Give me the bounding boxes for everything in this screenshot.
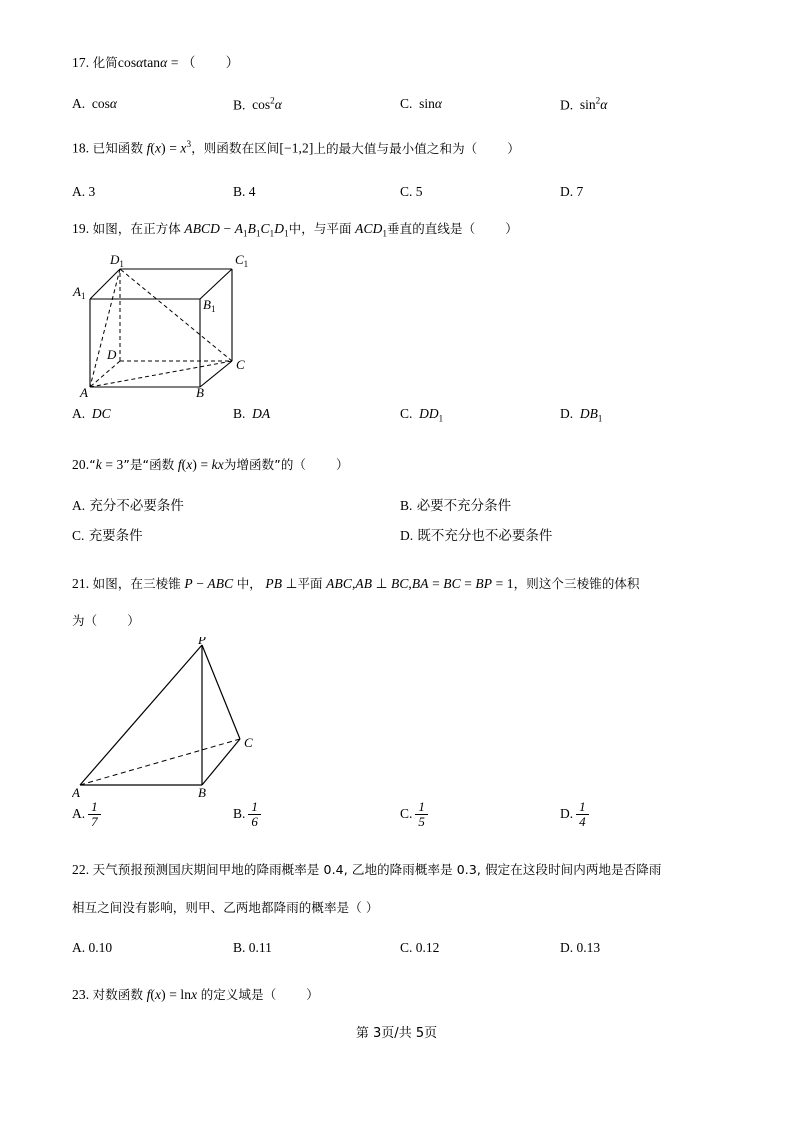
question-17-option-c[interactable]: C. sinα bbox=[400, 95, 442, 111]
question-21-stem-cn-3: 平面 bbox=[297, 576, 323, 592]
question-20-option-c[interactable]: C. 充要条件 bbox=[72, 528, 143, 545]
question-21-stem-cn-2: 中， bbox=[236, 576, 262, 592]
question-22-option-d[interactable]: D. 0.13 bbox=[560, 940, 601, 956]
tetrahedron-figure bbox=[72, 637, 724, 797]
tetra-label-B: B bbox=[198, 785, 206, 798]
cube-label-B1: $B_1$ bbox=[203, 296, 216, 314]
question-21-stem-cn-4: ，则这个三棱锥的体积 bbox=[513, 576, 640, 592]
question-17-stem-math: cosαtanα = （ ） bbox=[117, 55, 240, 70]
question-22-option-a[interactable]: A. 0.10 bbox=[72, 940, 113, 956]
cube-label-C1: $C_1$ bbox=[235, 251, 249, 269]
question-22-option-c[interactable]: C. 0.12 bbox=[400, 940, 440, 956]
question-18-stem-cn-1: 已知函数 bbox=[92, 140, 144, 156]
tetra-label-A: A bbox=[72, 785, 80, 798]
question-21-stem-line2: 为（ ） bbox=[72, 612, 140, 628]
question-22-number: 22. bbox=[72, 862, 90, 878]
page-footer: 第 3页/共 5页 bbox=[355, 1026, 438, 1041]
question-19-option-d[interactable]: D. $DB_1$ bbox=[560, 405, 603, 424]
question-18-option-d[interactable]: D. 7 bbox=[560, 184, 584, 199]
question-20-options-row2 bbox=[72, 529, 724, 549]
question-21-math-1: P bbox=[184, 576, 193, 592]
question-21-math-2: PB bbox=[265, 576, 283, 592]
question-19-math-2: ACD bbox=[355, 221, 383, 236]
question-22-options bbox=[72, 941, 724, 961]
question-17-option-b[interactable]: B. $\cos^2\alpha$ bbox=[233, 95, 282, 112]
question-20-math-2: f bbox=[177, 456, 182, 472]
question-19-option-c[interactable]: C. $DD_1$ bbox=[400, 405, 444, 424]
cube-label-D: D bbox=[107, 346, 117, 362]
cube-figure bbox=[72, 247, 724, 397]
question-17-stem bbox=[72, 56, 724, 70]
question-18-option-a[interactable]: A. 3 bbox=[72, 184, 96, 199]
question-22-stem-line1 bbox=[72, 863, 724, 877]
cube-label-C: C bbox=[236, 356, 245, 372]
question-23-math-1: f bbox=[146, 987, 151, 1003]
question-18-option-c[interactable]: C. 5 bbox=[400, 184, 423, 199]
question-21-option-c[interactable]: C. $\frac{1}{5}$ bbox=[400, 801, 428, 829]
tetra-label-C: C bbox=[244, 735, 253, 751]
question-18-number: 18. bbox=[72, 140, 90, 156]
question-17-option-a[interactable]: A. cosα bbox=[72, 95, 117, 111]
question-18-stem-cn-2: ，则函数在区间 bbox=[191, 140, 280, 156]
question-18-options bbox=[72, 185, 724, 205]
question-22 bbox=[72, 863, 724, 961]
question-18-stem: 18. 已知函数 $f(x) = x^3$，则函数在区间[−1,2]上的最大值与最小值之和为（ ） bbox=[72, 139, 520, 156]
question-21-stem-line1: 21. 如图，在三棱锥 P − ABC 中， PB ⊥平面 ABC,AB ⊥ BC,BA = BC = BP = 1，则这个三棱锥的体积 bbox=[72, 576, 640, 592]
question-19-options bbox=[72, 407, 724, 427]
cube-label-B: B bbox=[196, 384, 204, 397]
question-18-stem-cn-3: 上的最大值与最小值之和为（ ） bbox=[313, 140, 520, 156]
tetra-label-P: P bbox=[198, 637, 206, 648]
question-23 bbox=[72, 988, 724, 1002]
question-22-stem-text-1: 天气预报预测国庆期间甲地的降雨概率是 0.4, 乙地的降雨概率是 0.3, 假定在这段时间内两地是否降雨 bbox=[92, 862, 662, 878]
question-17-stem-cn: 化简 bbox=[92, 55, 118, 70]
question-21 bbox=[72, 577, 724, 835]
question-20-option-d[interactable]: D. 既不充分也不必要条件 bbox=[400, 528, 553, 545]
question-21-option-b[interactable]: B. $\frac{1}{6}$ bbox=[233, 801, 261, 829]
question-20-stem-cn-3: 为增函数”的（ ） bbox=[223, 456, 349, 472]
question-20-option-a[interactable]: A. 充分不必要条件 bbox=[72, 498, 184, 515]
question-21-math-3: ABC bbox=[326, 576, 352, 592]
question-17-options bbox=[72, 97, 724, 117]
cube-label-A: A bbox=[80, 384, 88, 397]
question-19-stem-cn-3: 垂直的直线是（ ） bbox=[387, 221, 518, 236]
question-19-option-a[interactable]: A. DC bbox=[72, 405, 111, 421]
question-23-number: 23. bbox=[72, 987, 90, 1003]
question-21-stem-cn-1: 如图，在三棱锥 bbox=[92, 576, 181, 592]
question-21-number: 21. bbox=[72, 576, 90, 592]
question-19-stem-cn-1: 如图，在正方体 bbox=[92, 221, 181, 236]
question-20-option-b[interactable]: B. 必要不充分条件 bbox=[400, 498, 512, 515]
question-18-math-1: f bbox=[146, 140, 151, 156]
question-20-options-row1 bbox=[72, 499, 724, 519]
question-20-number: 20. bbox=[72, 456, 90, 472]
question-21-option-d[interactable]: D. $\frac{1}{4}$ bbox=[560, 801, 589, 829]
question-18 bbox=[72, 139, 724, 199]
question-17-number: 17. bbox=[72, 55, 90, 70]
question-19 bbox=[72, 222, 724, 427]
question-20-math-1: k bbox=[95, 456, 102, 472]
question-21-options bbox=[72, 801, 724, 835]
cube-label-D1: $D_1$ bbox=[110, 251, 124, 269]
question-23-stem-cn-2: 的定义域是（ ） bbox=[200, 987, 319, 1003]
question-19-stem: 19. 如图，在正方体 ABCD − $A_1B_1C_1D_1$中，与平面 $ACD_1$垂直的直线是（ ） bbox=[72, 221, 518, 239]
question-18-math-2: [−1,2] bbox=[279, 140, 314, 156]
question-19-number: 19. bbox=[72, 221, 90, 236]
question-23-stem: 23. 对数函数 f(x) = lnx 的定义域是（ ） bbox=[72, 987, 319, 1003]
question-21-option-a[interactable]: A. $\frac{1}{7}$ bbox=[72, 801, 101, 829]
question-17 bbox=[72, 55, 724, 112]
question-19-option-b[interactable]: B. DA bbox=[233, 405, 271, 421]
question-20 bbox=[72, 458, 724, 550]
page-content bbox=[72, 56, 724, 1002]
question-17-option-d[interactable]: D. $\sin^2\alpha$ bbox=[560, 95, 608, 112]
question-19-math-1: ABCD bbox=[184, 221, 221, 236]
question-22-option-b[interactable]: B. 0.11 bbox=[233, 940, 272, 956]
cube-label-A1: $A_1$ bbox=[73, 283, 86, 301]
question-23-stem-cn-1: 对数函数 bbox=[92, 987, 144, 1003]
question-18-option-b[interactable]: B. 4 bbox=[233, 184, 256, 199]
question-22-stem-text-2: 相互之间没有影响，则甲、乙两地都降雨的概率是（ ） bbox=[72, 899, 379, 915]
question-19-stem-cn-2: 中，与平面 bbox=[288, 221, 352, 236]
question-20-stem: 20.“k = 3”是“函数 f(x) = kx为增函数”的（ ） bbox=[72, 456, 349, 472]
